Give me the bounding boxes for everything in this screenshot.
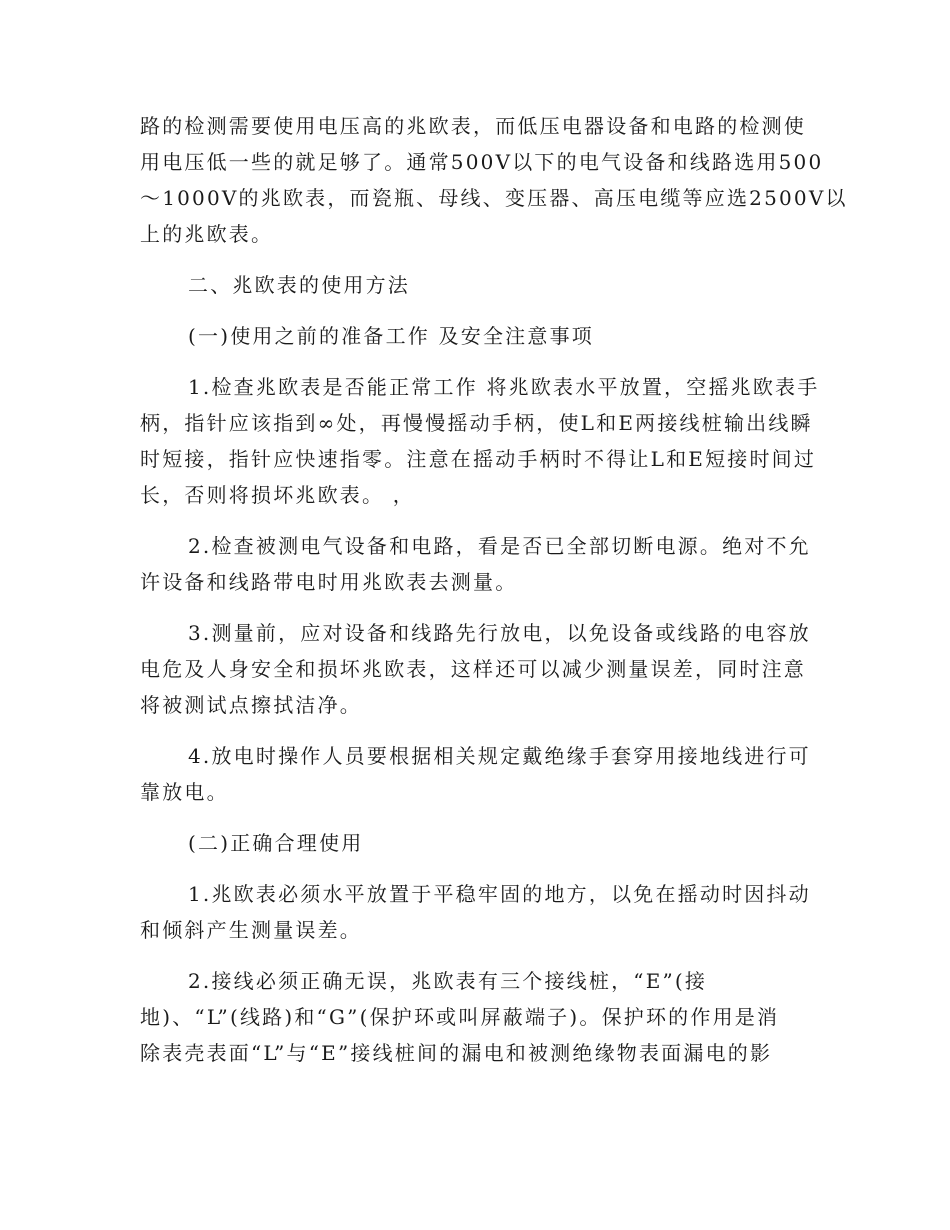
paragraph-item-2 bbox=[140, 528, 812, 600]
subsection-heading bbox=[140, 318, 812, 354]
text-line: 4.放电时操作人员要根据相关规定戴绝缘手套穿用接地线进行可 bbox=[188, 744, 811, 768]
text-line: 3.测量前，应对设备和线路先行放电，以免设备或线路的电容放 bbox=[188, 621, 811, 645]
text-line: ～1000V的兆欧表，而瓷瓶、母线、变压器、高压电缆等应选2500V以 bbox=[140, 186, 848, 210]
text-line: 时短接，指针应快速指零。注意在摇动手柄时不得让L和E短接时间过 bbox=[140, 447, 817, 471]
subsection-heading bbox=[140, 825, 812, 861]
paragraph-item-4 bbox=[140, 738, 812, 810]
text-line: 靠放电。 bbox=[140, 780, 229, 804]
section-heading bbox=[140, 267, 812, 303]
text-line: 长，否则将损坏兆欧表。 ， bbox=[140, 483, 415, 507]
text-line: 路的检测需要使用电压高的兆欧表，而低压电器设备和电路的检测使 bbox=[140, 114, 806, 138]
text-line: 电危及人身安全和损坏兆欧表，这样还可以减少测量误差，同时注意 bbox=[140, 657, 806, 681]
paragraph-item-1 bbox=[140, 369, 820, 513]
heading-text: 二、兆欧表的使用方法 bbox=[188, 273, 410, 297]
text-line: 将被测试点擦拭洁净。 bbox=[140, 693, 362, 717]
text-line: 1.检查兆欧表是否能正常工作 将兆欧表水平放置，空摇兆欧表手 bbox=[188, 375, 820, 399]
text-line: 许设备和线路带电时用兆欧表去测量。 bbox=[140, 570, 518, 594]
heading-text: (一)使用之前的准备工作 及安全注意事项 bbox=[188, 324, 594, 348]
text-line: 除表壳表面“L”与“E”接线桩间的漏电和被测绝缘物表面漏电的影 bbox=[140, 1041, 773, 1065]
document-page bbox=[140, 108, 848, 1086]
text-line: 柄，指针应该指到∞处，再慢慢摇动手柄，使L和E两接线桩输出线瞬 bbox=[140, 411, 813, 435]
text-line: 地)、“L”(线路)和“G”(保护环或叫屏蔽端子)。保护环的作用是消 bbox=[140, 1005, 780, 1029]
text-line: 和倾斜产生测量误差。 bbox=[140, 918, 362, 942]
heading-text: (二)正确合理使用 bbox=[188, 831, 364, 855]
text-line: 用电压低一些的就足够了。通常500V以下的电气设备和线路选用500 bbox=[140, 150, 824, 174]
paragraph-usage-1 bbox=[140, 876, 812, 948]
paragraph-usage-2 bbox=[140, 963, 812, 1071]
text-line: 上的兆欧表。 bbox=[140, 222, 274, 246]
paragraph-continuation bbox=[140, 108, 848, 252]
paragraph-item-3 bbox=[140, 615, 812, 723]
text-line: 2.接线必须正确无误，兆欧表有三个接线桩，“E”(接 bbox=[188, 969, 708, 993]
text-line: 2.检查被测电气设备和电路，看是否已全部切断电源。绝对不允 bbox=[188, 534, 811, 558]
text-line: 1.兆欧表必须水平放置于平稳牢固的地方，以免在摇动时因抖动 bbox=[188, 882, 811, 906]
